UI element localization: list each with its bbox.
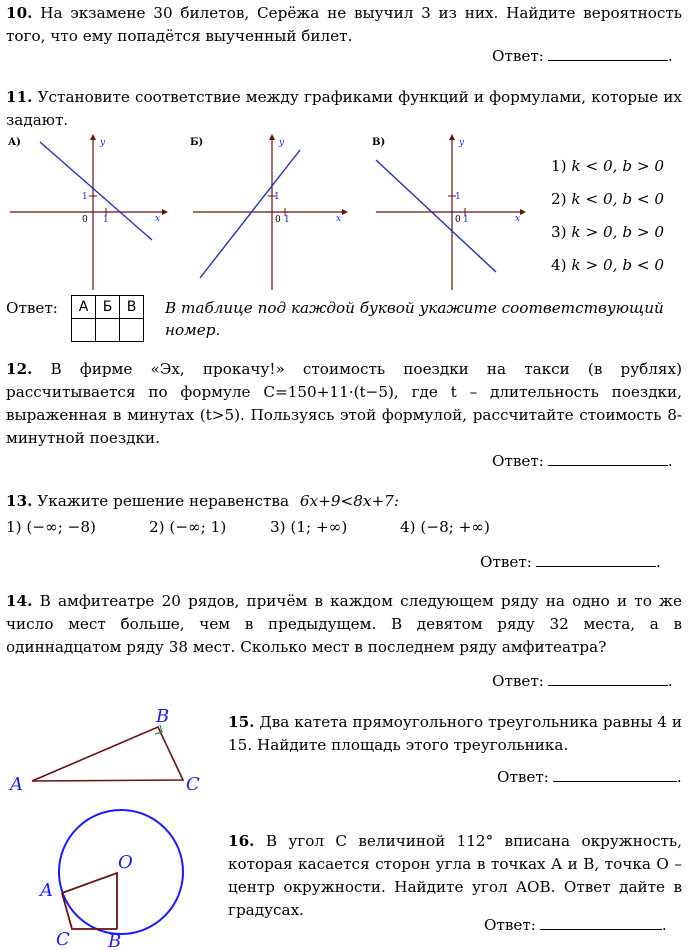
q12-number: 12.: [6, 360, 33, 378]
answer-label: Ответ:: [492, 452, 544, 470]
q13-text: [6, 490, 682, 513]
q14-body: В амфитеатре 20 рядов, причём в каждом следующем ряду на одно и то же число мест больше, чем в предыдущем. В девятом ряду 32 места, а в одиннадцатом ряду 38 мест. Сколько мест в последнем ряду амфитеатра?: [6, 592, 682, 656]
q12-answer[interactable]: Ответ: .: [492, 452, 673, 470]
triangle: [32, 727, 183, 781]
svg-text:1: 1: [103, 215, 109, 225]
answer-blank[interactable]: [540, 915, 662, 930]
svg-text:y: y: [459, 138, 465, 148]
q11-options: [551, 150, 664, 282]
graph-a-label: А): [8, 137, 21, 148]
choice-4: 4) (−8; +∞): [400, 518, 490, 536]
q11-body: Установите соответствие между графиками функций и формулами, которые их задают.: [6, 88, 682, 129]
table-cell-b[interactable]: [96, 319, 120, 342]
svg-text:x: x: [336, 214, 342, 224]
svg-text:1: 1: [284, 215, 290, 225]
graph-c: [372, 134, 526, 290]
graph-b: [190, 134, 348, 290]
q11-text: [6, 86, 682, 132]
q11-note: В таблице под каждой буквой укажите соответствующий номер.: [165, 299, 664, 339]
svg-text:0: 0: [82, 215, 88, 225]
q10-text: [6, 2, 682, 48]
q11-answer-table[interactable]: [71, 295, 144, 342]
table-header-a: А: [72, 296, 96, 319]
q14-number: 14.: [6, 592, 33, 610]
answer-blank[interactable]: [548, 451, 668, 466]
answer-blank[interactable]: [548, 46, 668, 61]
answer-label: Ответ:: [492, 672, 544, 690]
choice-1: 1) (−∞; −8): [6, 518, 96, 536]
q10-body: На экзамене 30 билетов, Серёжа не выучил 3 из них. Найдите вероятность того, что ему попадётся выученный билет.: [6, 4, 683, 45]
vertex-b-label: B: [156, 706, 170, 727]
answer-blank[interactable]: [553, 767, 677, 782]
graph-c-line: [376, 160, 496, 272]
svg-text:y: y: [100, 138, 106, 148]
answer-label: Ответ:: [480, 553, 532, 571]
svg-text:1: 1: [463, 215, 469, 225]
q16-answer[interactable]: Ответ: .: [484, 916, 667, 934]
q16-text: [228, 830, 682, 922]
q15-text: [228, 711, 682, 757]
option-2: 2) k < 0, b < 0: [551, 190, 665, 208]
q13-body: Укажите решение неравенства: [37, 492, 290, 510]
table-header-v: В: [120, 296, 144, 319]
choice-3: 3) (1; +∞): [270, 518, 348, 536]
answer-blank[interactable]: [548, 671, 668, 686]
vertex-c-label: C: [186, 774, 200, 794]
answer-blank[interactable]: [536, 552, 656, 567]
vertex-a-label: A: [10, 774, 23, 794]
table-header-b: Б: [96, 296, 120, 319]
table-cell-v[interactable]: [120, 319, 144, 342]
option-3: 3) k > 0, b > 0: [551, 223, 665, 241]
vertex-o-label: O: [118, 852, 133, 873]
vertex-a-label: A: [40, 880, 53, 901]
q13-number: 13.: [6, 492, 33, 510]
graph-b-label: Б): [190, 137, 204, 148]
option-4: 4) k > 0, b < 0: [551, 256, 665, 274]
vertex-b-label: B: [108, 931, 122, 950]
q11-number: 11.: [6, 88, 33, 106]
q12-body: В фирме «Эх, прокачу!» стоимость поездки на такси (в рублях) рассчитывается по формуле C=150+11·(t−5), где t – длительность поездки, выраженная в минутах (t>5). Пользуясь этой формулой, рассчитайте стоимость 8-минутной поездки.: [6, 360, 682, 447]
choice-2: 2) (−∞; 1): [149, 518, 227, 536]
graph-a-line: [40, 142, 152, 240]
svg-text:0: 0: [275, 215, 281, 225]
svg-text:1: 1: [82, 192, 88, 202]
answer-label: Ответ:: [492, 47, 544, 65]
q12-text: [6, 358, 682, 450]
svg-text:0: 0: [455, 215, 461, 225]
q15-answer[interactable]: Ответ: .: [497, 768, 682, 786]
q16-body: В угол C величиной 112° вписана окружность, которая касается сторон угла в точках A и B, точка O – центр окружности. Найдите угол AOB. Ответ дайте в градусах.: [228, 832, 682, 919]
option-1: 1) k < 0, b > 0: [551, 157, 665, 175]
angle-sides: [62, 893, 117, 929]
q15-triangle-figure: [0, 704, 210, 794]
q10-number: 10.: [6, 4, 33, 22]
q11-answer-label: Ответ:: [6, 299, 58, 317]
svg-text:x: x: [155, 214, 161, 224]
svg-text:x: x: [515, 214, 521, 224]
q13-inequality: 6x+9<8x+7:: [299, 492, 399, 510]
table-cell-a[interactable]: [72, 319, 96, 342]
q15-body: Два катета прямоугольного треугольника равны 4 и 15. Найдите площадь этого треугольника.: [228, 713, 682, 754]
q16-circle-figure: [0, 790, 200, 950]
q10-answer[interactable]: Ответ: .: [492, 47, 673, 65]
svg-text:y: y: [279, 138, 285, 148]
vertex-c-label: C: [56, 929, 70, 950]
answer-label: Ответ:: [497, 768, 549, 786]
graph-c-label: В): [372, 137, 386, 148]
answer-label: Ответ:: [484, 916, 536, 934]
q14-text: [6, 590, 682, 659]
svg-text:1: 1: [455, 192, 461, 202]
graph-a: [8, 134, 168, 290]
q15-number: 15.: [228, 713, 255, 731]
q14-answer[interactable]: Ответ: .: [492, 672, 673, 690]
q16-number: 16.: [228, 832, 255, 850]
svg-text:1: 1: [274, 192, 280, 202]
q13-answer[interactable]: Ответ: .: [480, 553, 661, 571]
